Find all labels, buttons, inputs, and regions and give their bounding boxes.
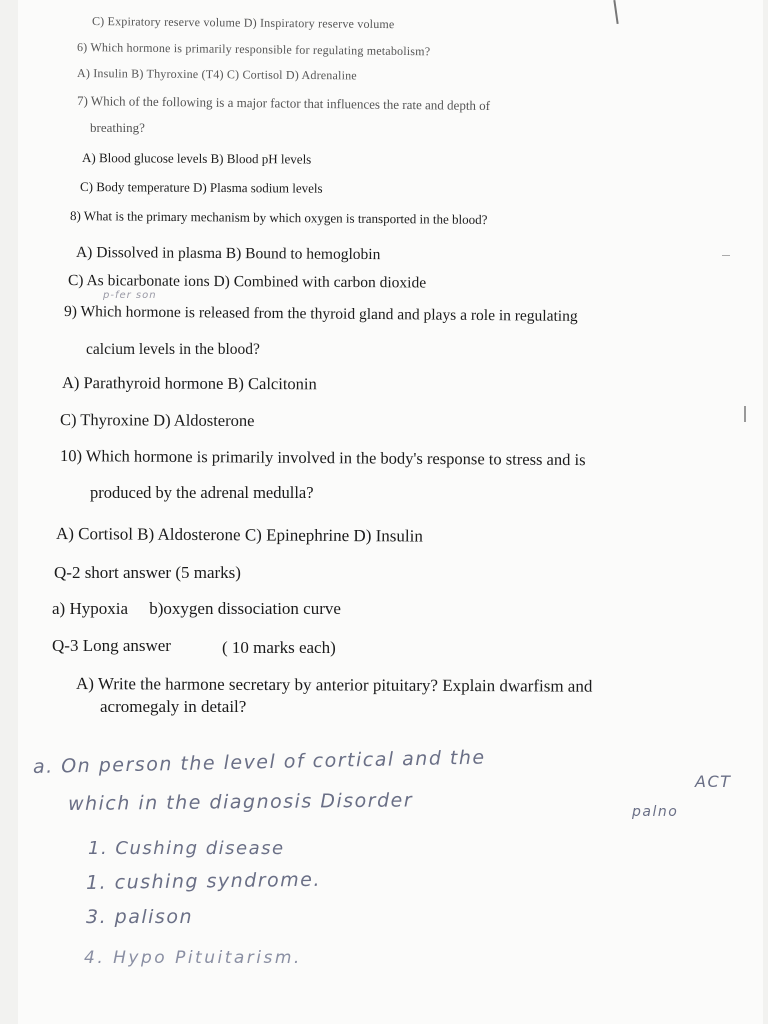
q9-options-2: C) Thyroxine D) Aldosterone [59,410,255,431]
q3-prompt-2: acromegaly in detail? [100,697,247,716]
q8-options-1: A) Dissolved in plasma B) Bound to hemoglobin [75,244,381,264]
handwritten-line-2-right: palno [632,804,679,820]
q8-options-2: C) As bicarbonate ions D) Combined with carbon dioxide [67,272,427,292]
q3-heading: Q-3 Long answer [52,636,171,655]
stray-mark-right-1 [722,255,730,256]
handwritten-item-1: 1. Cushing disease [88,838,285,859]
q7-text-1: 7) Which of the following is a major factor that influences the rate and depth of [76,93,491,114]
handwritten-line-1: a. On person the level of cortical and the [32,746,486,778]
q10-text-1: 10) Which hormone is primarily involved in the body's response to stress and is [59,446,586,470]
handwritten-line-2: which in the diagnosis Disorder [67,789,414,815]
q5-options: C) Expiratory reserve volume D) Inspiratory reserve volume [91,14,395,32]
q6-text: 6) Which hormone is primarily responsible for regulating metabolism? [76,40,431,59]
q10-text-2: produced by the adrenal medulla? [90,483,314,502]
q3-marks: ( 10 marks each) [222,638,336,657]
q9-text-2: calcium levels in the blood? [86,341,260,358]
q7-options-1: A) Blood glucose levels B) Blood pH levels [81,150,312,167]
q10-options: A) Cortisol B) Aldosterone C) Epinephrine D) Insulin [55,524,423,546]
q3-prompt-1: A) Write the harmone secretary by anterior pituitary? Explain dwarfism and [75,674,593,696]
stray-mark-right-2 [744,406,746,422]
handwritten-item-3: 3. palison [86,906,193,928]
handwritten-item-4: 4. Hypo Pituitarism. [84,948,302,968]
q2-heading: Q-2 short answer (5 marks) [54,563,241,582]
q7-options-2: C) Body temperature D) Plasma sodium levels [79,179,323,196]
q2-items: a) Hypoxia b)oxygen dissociation curve [52,599,341,618]
pencil-note: p-fer son [103,290,157,301]
q9-options-1: A) Parathyroid hormone B) Calcitonin [61,373,317,394]
handwritten-item-2: 1. cushing syndrome. [85,868,322,894]
q8-text: 8) What is the primary mechanism by which oxygen is transported in the blood? [69,208,488,228]
q9-text-1: 9) Which hormone is released from the thyroid gland and plays a role in regulating [63,303,578,325]
q6-options: A) Insulin B) Thyroxine (T4) C) Cortisol D) Adrenaline [76,66,357,83]
q7-text-2: breathing? [90,120,145,135]
handwritten-line-1-right: ACT [695,772,732,791]
